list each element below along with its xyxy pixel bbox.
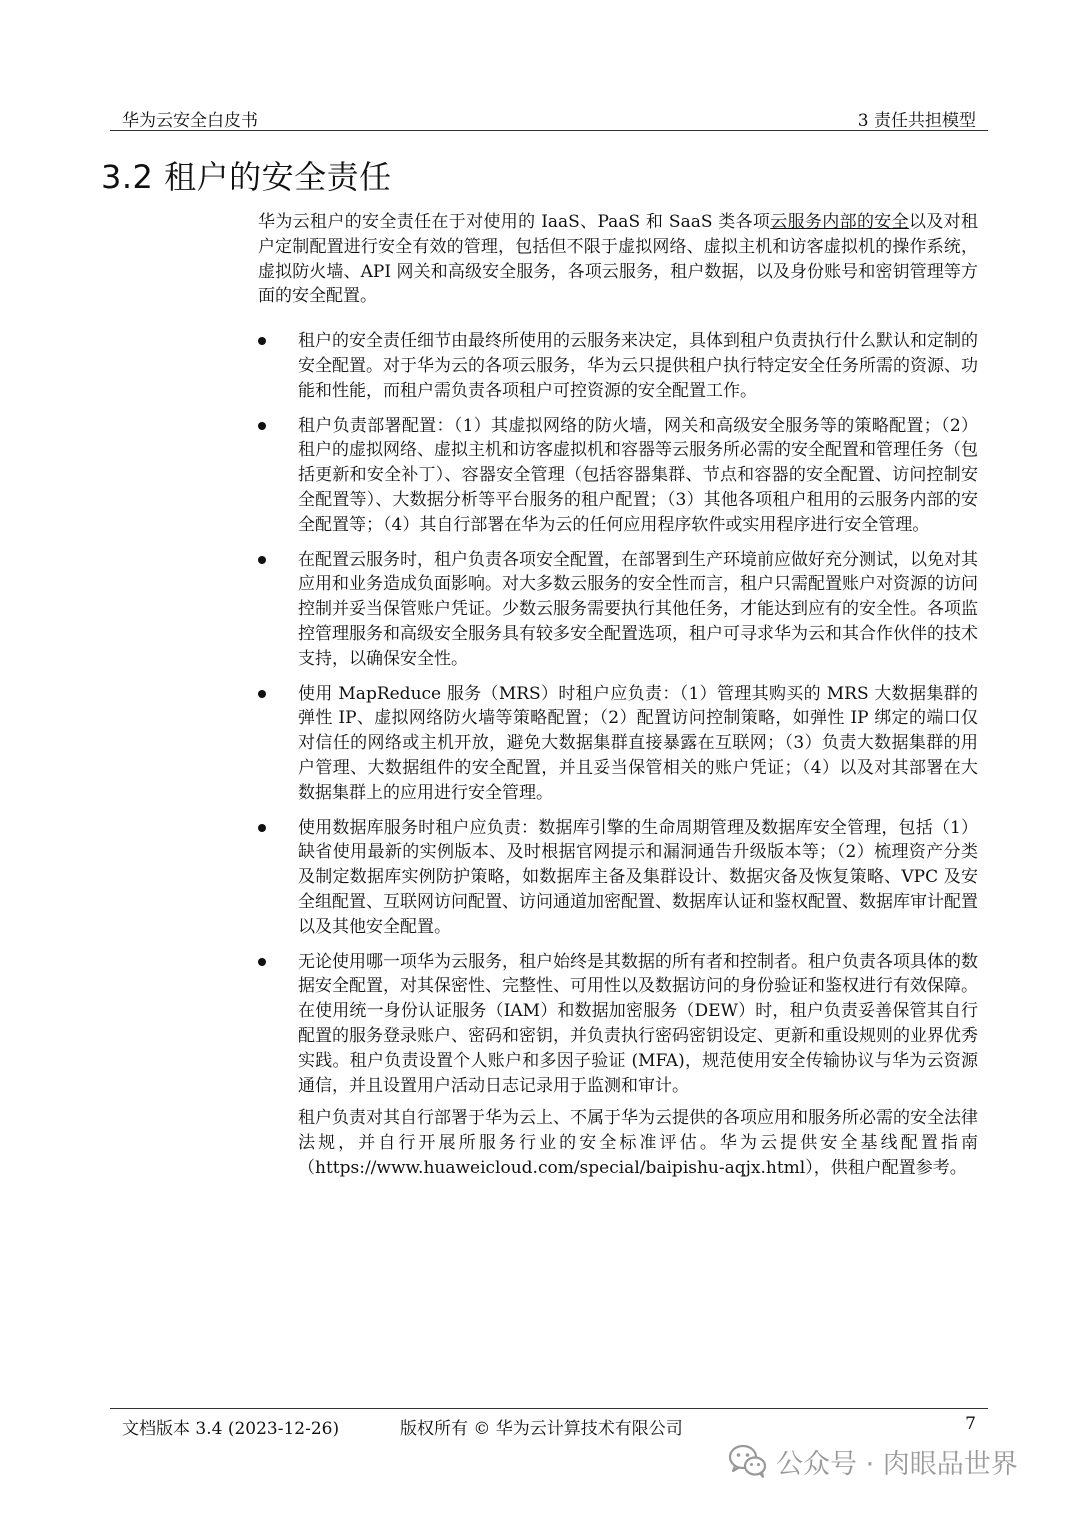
list-item-text: 租户的安全责任细节由最终所使用的云服务来决定，具体到租户负责执行什么默认和定制的安全配置。对于华为云的各项云服务，华为云只提供租户执行特定安全任务所需的资源、功能和性能，而租户需负责各项租户可控资源的安全配置工作。 xyxy=(298,331,978,401)
intro-paragraph xyxy=(258,210,978,309)
intro-text-after: 以及对租户定制配置进行安全有效的管理，包括但不限于虚拟网络、虚拟主机和访客虚拟机的操作系统，虚拟防火墙、API 网关和高级安全服务，各项云服务，租户数据，以及身份账号和密钥管理等方面的安全配置。 xyxy=(258,212,979,307)
header-chapter: 3 责任共担模型 xyxy=(857,111,976,131)
list-item-text: 租户负责部署配置：（1）其虚拟网络的防火墙，网关和高级安全服务等的策略配置；（2）租户的虚拟网络、虚拟主机和访客虚拟机和容器等云服务所必需的安全配置和管理任务（包括更新和安全补丁）、容器安全管理（包括容器集群、节点和容器的安全配置、访问控制安全配置等）、大数据分析等平台服务的租户配置；（3）其他各项租户租用的云服务内部的安全配置等；（4）其自行部署在华为云的任何应用程序软件或实用程序进行安全管理。 xyxy=(298,415,978,535)
bullet-icon xyxy=(258,422,266,430)
intro-underlined-term: 云服务内部的安全 xyxy=(770,212,909,232)
section-title: 3.2 租户的安全责任 xyxy=(101,158,392,196)
list-item xyxy=(258,816,978,940)
page-header xyxy=(110,104,988,131)
wechat-icon xyxy=(728,1443,768,1479)
list-item-text: 使用 MapReduce 服务（MRS）时租户应负责：（1）管理其购买的 MRS 大数据集群的弹性 IP、虚拟网络防火墙等策略配置；（2）配置访问控制策略，如弹性 IP 绑定的端口仅对信任的网络或主机开放，避免大数据集群直接暴露在互联网；（3）负责大数据集群的用户管理、大数据组件的安全配置，并且妥当保管相关的账户凭证；（4）以及对其部署在大数据集群上的应用进行安全管理。 xyxy=(298,683,978,803)
bullet-icon xyxy=(258,337,266,345)
watermark-text: 公众号 · 肉眼品世界 xyxy=(776,1448,1018,1480)
bullet-icon xyxy=(258,824,266,832)
watermark xyxy=(728,1436,1018,1486)
list-item xyxy=(258,950,978,1099)
page-number: 7 xyxy=(965,1414,976,1434)
list-item-text: 无论使用哪一项华为云服务，租户始终是其数据的所有者和控制者。租户负责各项具体的数据安全配置，对其保密性、完整性、可用性以及数据访问的身份验证和鉴权进行有效保障。在使用统一身份认证服务（IAM）和数据加密服务（DEW）时，租户负责妥善保管其自行配置的服务登录账户、密码和密钥，并负责执行密码密钥设定、更新和重设规则的业界优秀实践。租户负责设置个人账户和多因子验证 (MFA)，规范使用安全传输协议与华为云资源通信，并且设置用户活动日志记录用于监测和审计。 xyxy=(298,951,978,1096)
list-item-text: 使用数据库服务时租户应负责：数据库引擎的生命周期管理及数据库安全管理，包括（1）缺省使用最新的实例版本、及时根据官网提示和漏洞通告升级版本等；（2）梳理资产分类及制定数据库实例防护策略，如数据库主备及集群设计、数据灾备及恢复策略、VPC 及安全组配置、互联网访问配置、访问通道加密配置、数据库认证和鉴权配置、数据库审计配置以及其他安全配置。 xyxy=(298,817,978,937)
bullet-icon xyxy=(258,690,266,698)
trailing-paragraph: 租户负责对其自行部署于华为云上、不属于华为云提供的各项应用和服务所必需的安全法律法规，并自行开展所服务行业的安全标准评估。华为云提供安全基线配置指南（https://www.huaweicloud.com/special/baipishu-aqjx.html），供租户配置参考。 xyxy=(298,1108,978,1178)
list-item xyxy=(258,682,978,806)
responsibility-list xyxy=(258,329,978,1098)
header-doc-title: 华为云安全白皮书 xyxy=(122,111,258,131)
bullet-icon xyxy=(258,958,266,966)
list-item-text: 在配置云服务时，租户负责各项安全配置，在部署到生产环境前应做好充分测试，以免对其应用和业务造成负面影响。对大多数云服务的安全性而言，租户只需配置账户对资源的访问控制并妥当保管账户凭证。少数云服务需要执行其他任务，才能达到应有的安全性。各项监控管理服务和高级安全服务具有较多安全配置选项，租户可寻求华为云和其合作伙伴的技术支持，以确保安全性。 xyxy=(298,549,978,669)
list-item xyxy=(258,414,978,538)
list-item xyxy=(258,329,978,403)
page-footer xyxy=(110,1408,988,1439)
intro-text-before: 华为云租户的安全责任在于对使用的 IaaS、PaaS 和 SaaS 类各项 xyxy=(258,212,771,232)
footer-version: 文档版本 3.4 (2023-12-26) xyxy=(122,1419,340,1439)
footer-copyright: 版权所有 © 华为云计算技术有限公司 xyxy=(400,1419,683,1439)
bullet-icon xyxy=(258,556,266,564)
body-content xyxy=(258,210,978,1181)
list-item xyxy=(258,548,978,672)
